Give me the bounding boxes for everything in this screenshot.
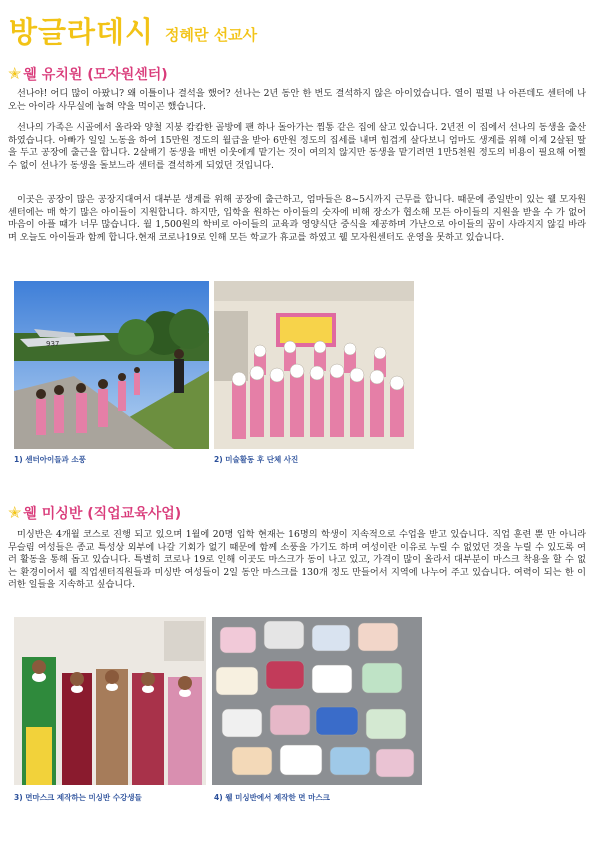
section-heading-sewing [8,503,181,523]
paragraph: 이곳은 공장이 많은 공장지대여서 대부분 생계를 위해 공장에 출근하고, 엄마들은 8~5시까지 근무를 합니다. 때문에 종일반이 있는 웰 모자원센터에는 매 학기 많은 아이들이 지원합니다. 하지만, 입학을 원하는 아이들의 숫자에 비해 장소가 협소해 모든 아이들의 지원을 받을 수 가 없어 마음이 아플 때가 너무 많습니다. 월 1,500원의 학비로 아이들의 교육과 영양식단 중식을 제공하며 가난으로 아이들의 꿈이 사라지지 않길 바라며 오늘도 아이들과 함께 합니다.현재 코로나19로 인해 모든 학교가 휴교를 하였고 웰 모자원센터도 운영을 못하고 있습니다. [8,194,586,243]
star-icon: ✭ [8,503,22,522]
photo-caption: 3) 면마스크 제작하는 미싱반 수강생들 [14,793,142,802]
section-heading-kindergarten [8,64,168,84]
section-heading-text: 웰 미싱반 (직업교육사업) [23,506,182,522]
author-name: 정혜란 선교사 [165,26,258,44]
photo-sewing-students [14,617,206,785]
page-title: 방글라데시 [9,15,155,49]
paragraph: 미싱반은 4개월 코스로 진행 되고 있으며 1월에 20명 입학 현재는 16명의 학생이 지속적으로 수업을 받고 있습니다. 직업 훈련 뿐 만 아니라 무슬림 여성들은 종교 특성상 외부에 나갈 기회가 없기 때문에 함께 소풍을 가기도 하며 여성이란 이유로 누릴 수 없었던 것을 누릴 수 있도록 여러 활동을 통해 돕고 있습니다. 특별히 코로나 19로 인해 이곳도 마스크가 동이 나고 있고, 가격이 많이 올라서 대부분이 마스크 착용을 할 수 없는 환경이어서 웰 직업센터직원들과 미싱반 여성들이 2일 동안 마스크를 130개 정도 만들어서 지역에 나누어 주고 있습니다. 여력이 되는 한 이러한 일들을 지속하고 싶습니다. [8,529,586,591]
paragraph: 선나야! 어디 많이 아팠니? 왜 이틀이나 결석을 했어? 선나는 2년 동안 한 번도 결석하지 않은 아이었습니다. 열이 펄펄 나 아픈데도 센터에 나오는 아이라 사무실에 눕혀 약을 먹이곤 했습니다. [8,88,586,112]
photo-caption: 1) 센터아이들과 소풍 [14,455,86,464]
aircraft-number: 937 [46,340,60,348]
photo-art-group [214,281,414,449]
photo-picnic [14,281,209,449]
photo-caption: 4) 웰 미싱반에서 제작한 면 마스크 [214,793,330,802]
paragraph: 선나의 가족은 시골에서 올라와 양철 지붕 캄캄한 골방에 팬 하나 돌아가는 찜통 같은 집에 살고 있습니다. 2년전 이 집에서 선나의 동생을 출산 하였습니다. 아빠가 일일 노동을 하여 15만원 정도의 월급을 받아 6만원 정도의 집세를 내며 힘겹게 살다보니 엄마도 생계를 위해 이제 2살된 딸을 두고 공장에 출근을 합니다. 2살배기 동생을 매번 이웃에게 맡기는 것이 여의치 않지만 동생을 맡기려면 1만5천원 정도의 비용이 필요해 어쩔 수 없이 선나가 동생을 돌보느라 센터를 결석하게 되었던 것입니다. [8,122,586,171]
photo-caption: 2) 미술활동 후 단체 사진 [214,455,299,464]
section-heading-text: 웰 유치원 (모자원센터) [23,67,168,83]
photo-cloth-masks [212,617,422,785]
star-icon: ✭ [8,64,22,83]
